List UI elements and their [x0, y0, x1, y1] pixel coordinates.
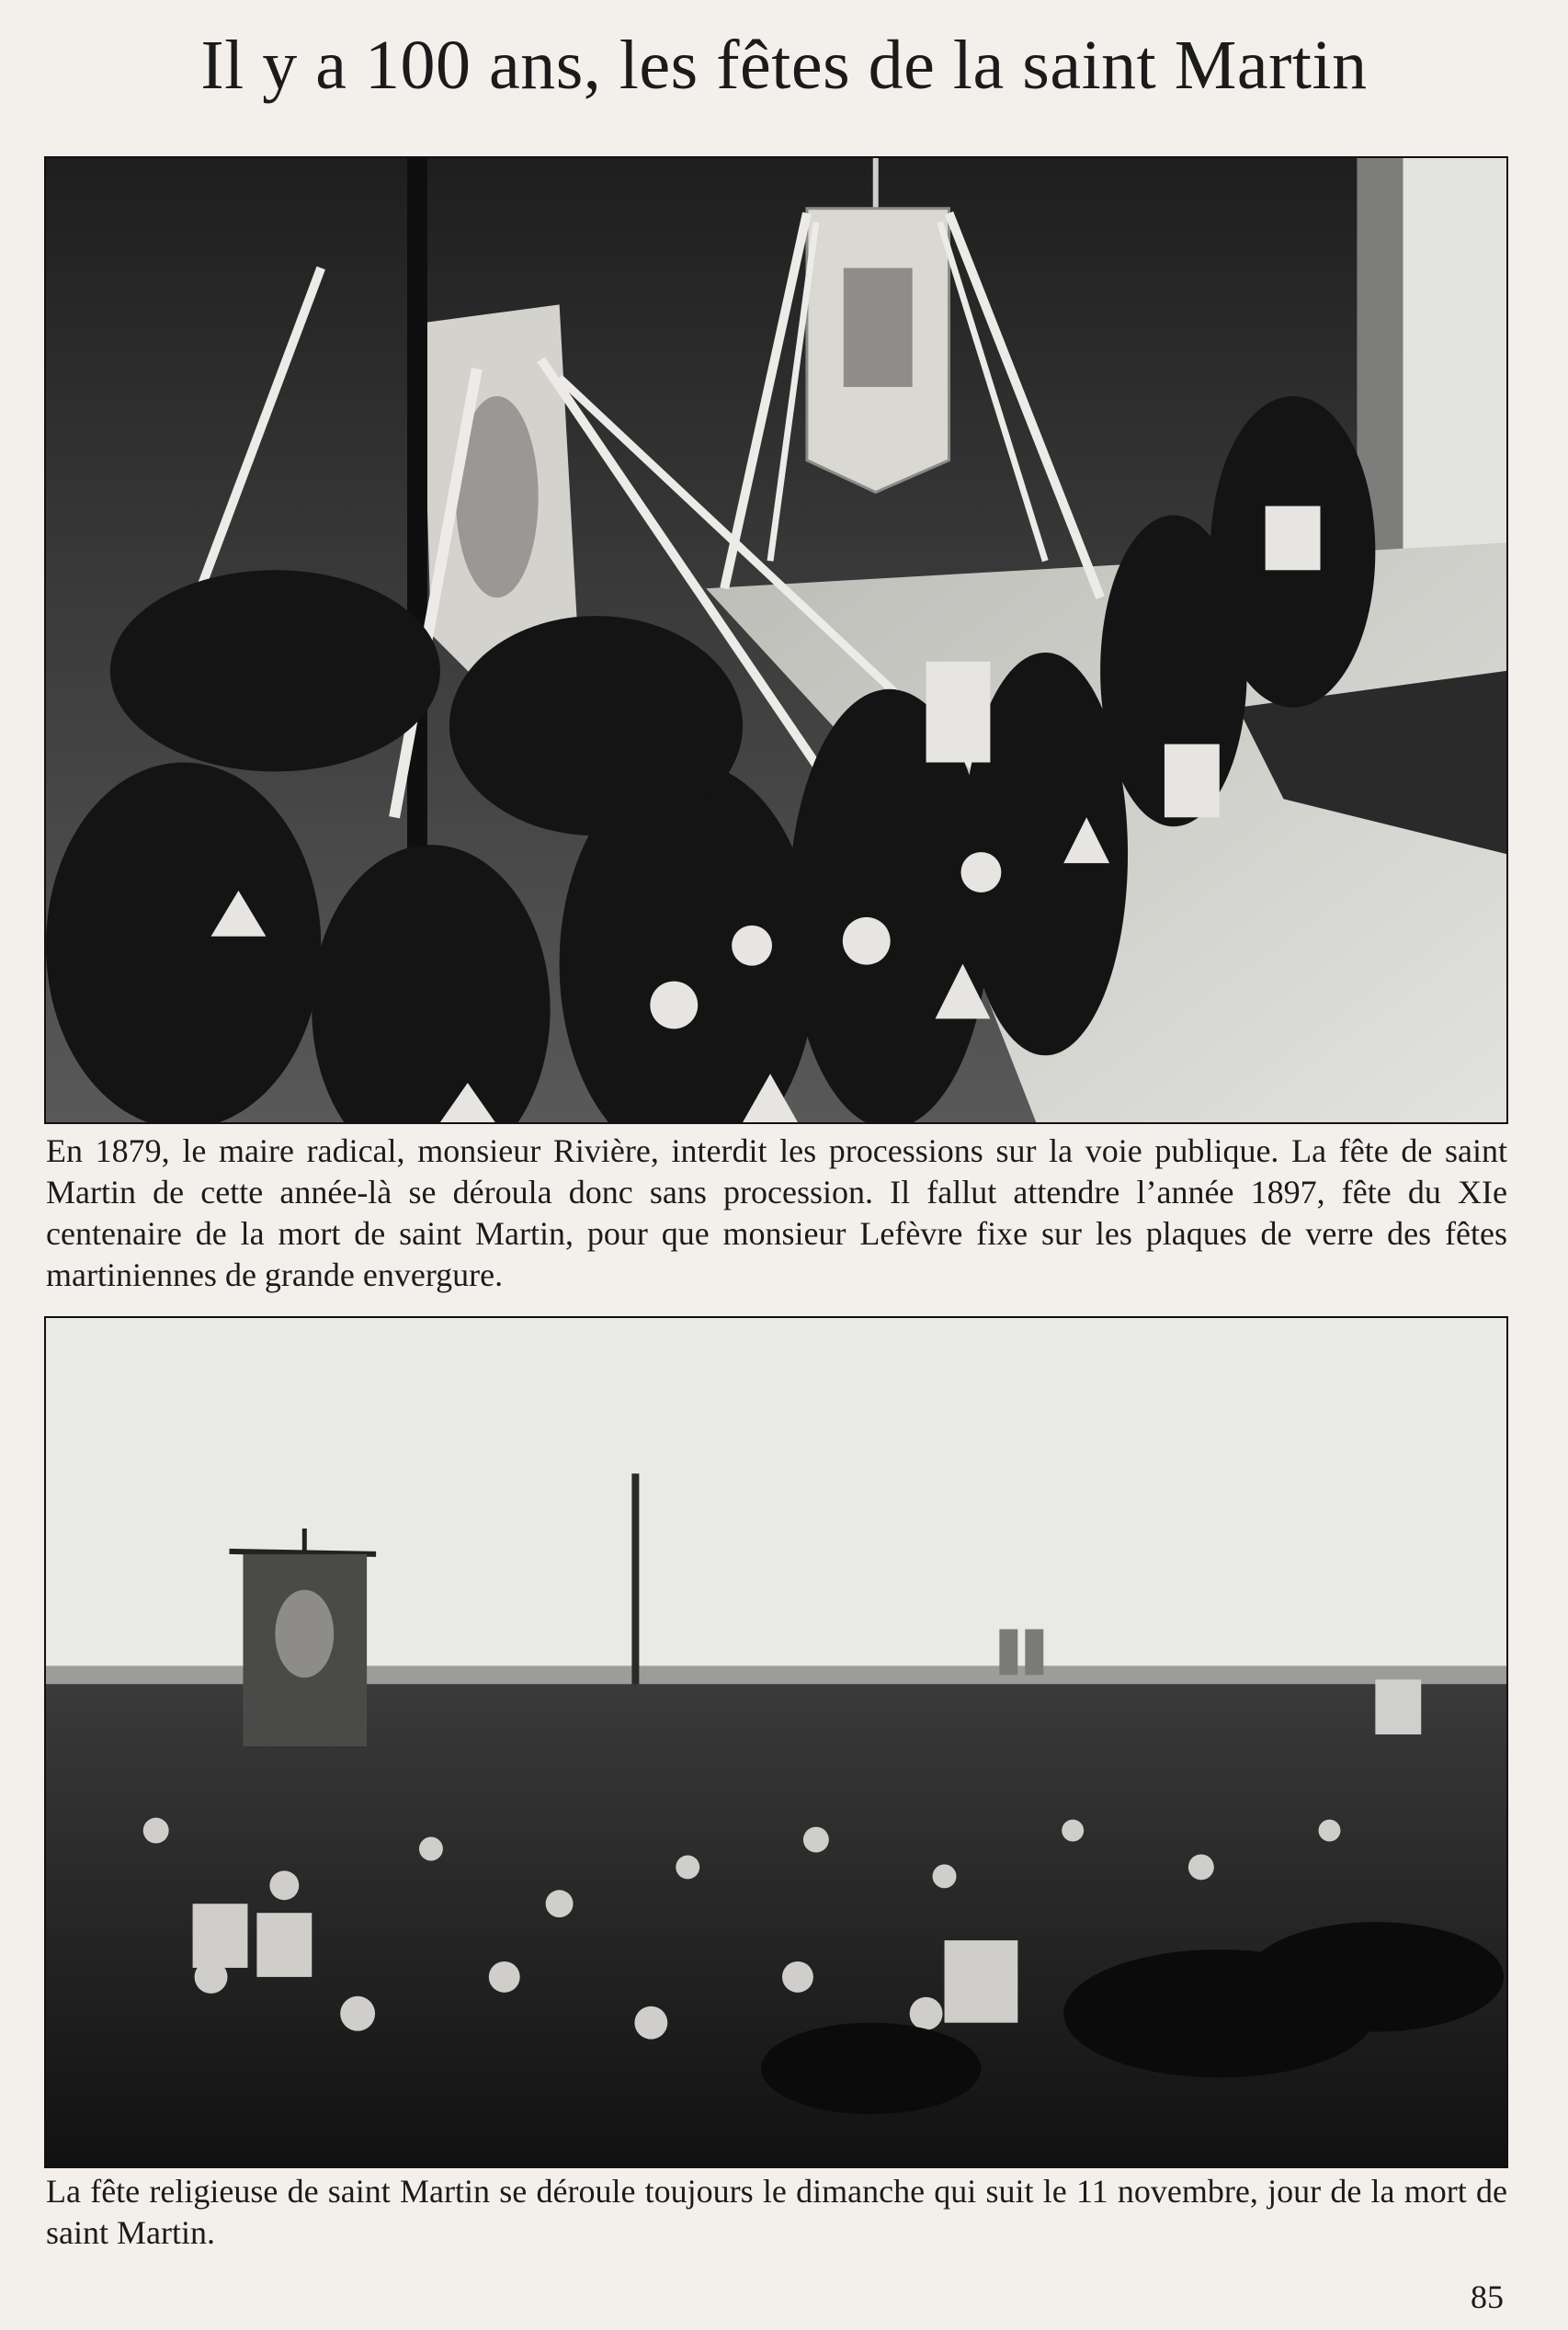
caption-1: En 1879, le maire radical, monsieur Rivière, interdit les processions sur la voie publique. La fête de saint Martin de cette année-là se déroula donc sans procession. Il fallut attendre l’année 1897, fête du XIe centenaire de la mort de saint Martin, pour que monsieur Lefèvre fixe sur les plaques de verre des fêtes martiniennes de grande envergure. — [46, 1132, 1507, 1293]
caption-2: La fête religieuse de saint Martin se déroule toujours le dimanche qui suit le 11 novembre, jour de la mort de saint Martin. — [46, 2173, 1507, 2251]
banner — [229, 1529, 376, 1746]
page-title: Il y a 100 ans, les fêtes de la saint Martin — [200, 27, 1368, 104]
procession-photo-graphic — [46, 158, 1506, 1122]
cathedral-silhouette — [999, 1630, 1017, 1676]
building-wall — [1403, 158, 1506, 561]
crowd-photo-graphic — [46, 1318, 1506, 2166]
page-number: 85 — [1471, 2279, 1504, 2315]
crowd-photo — [44, 1316, 1508, 2168]
procession-photo — [44, 156, 1508, 1124]
